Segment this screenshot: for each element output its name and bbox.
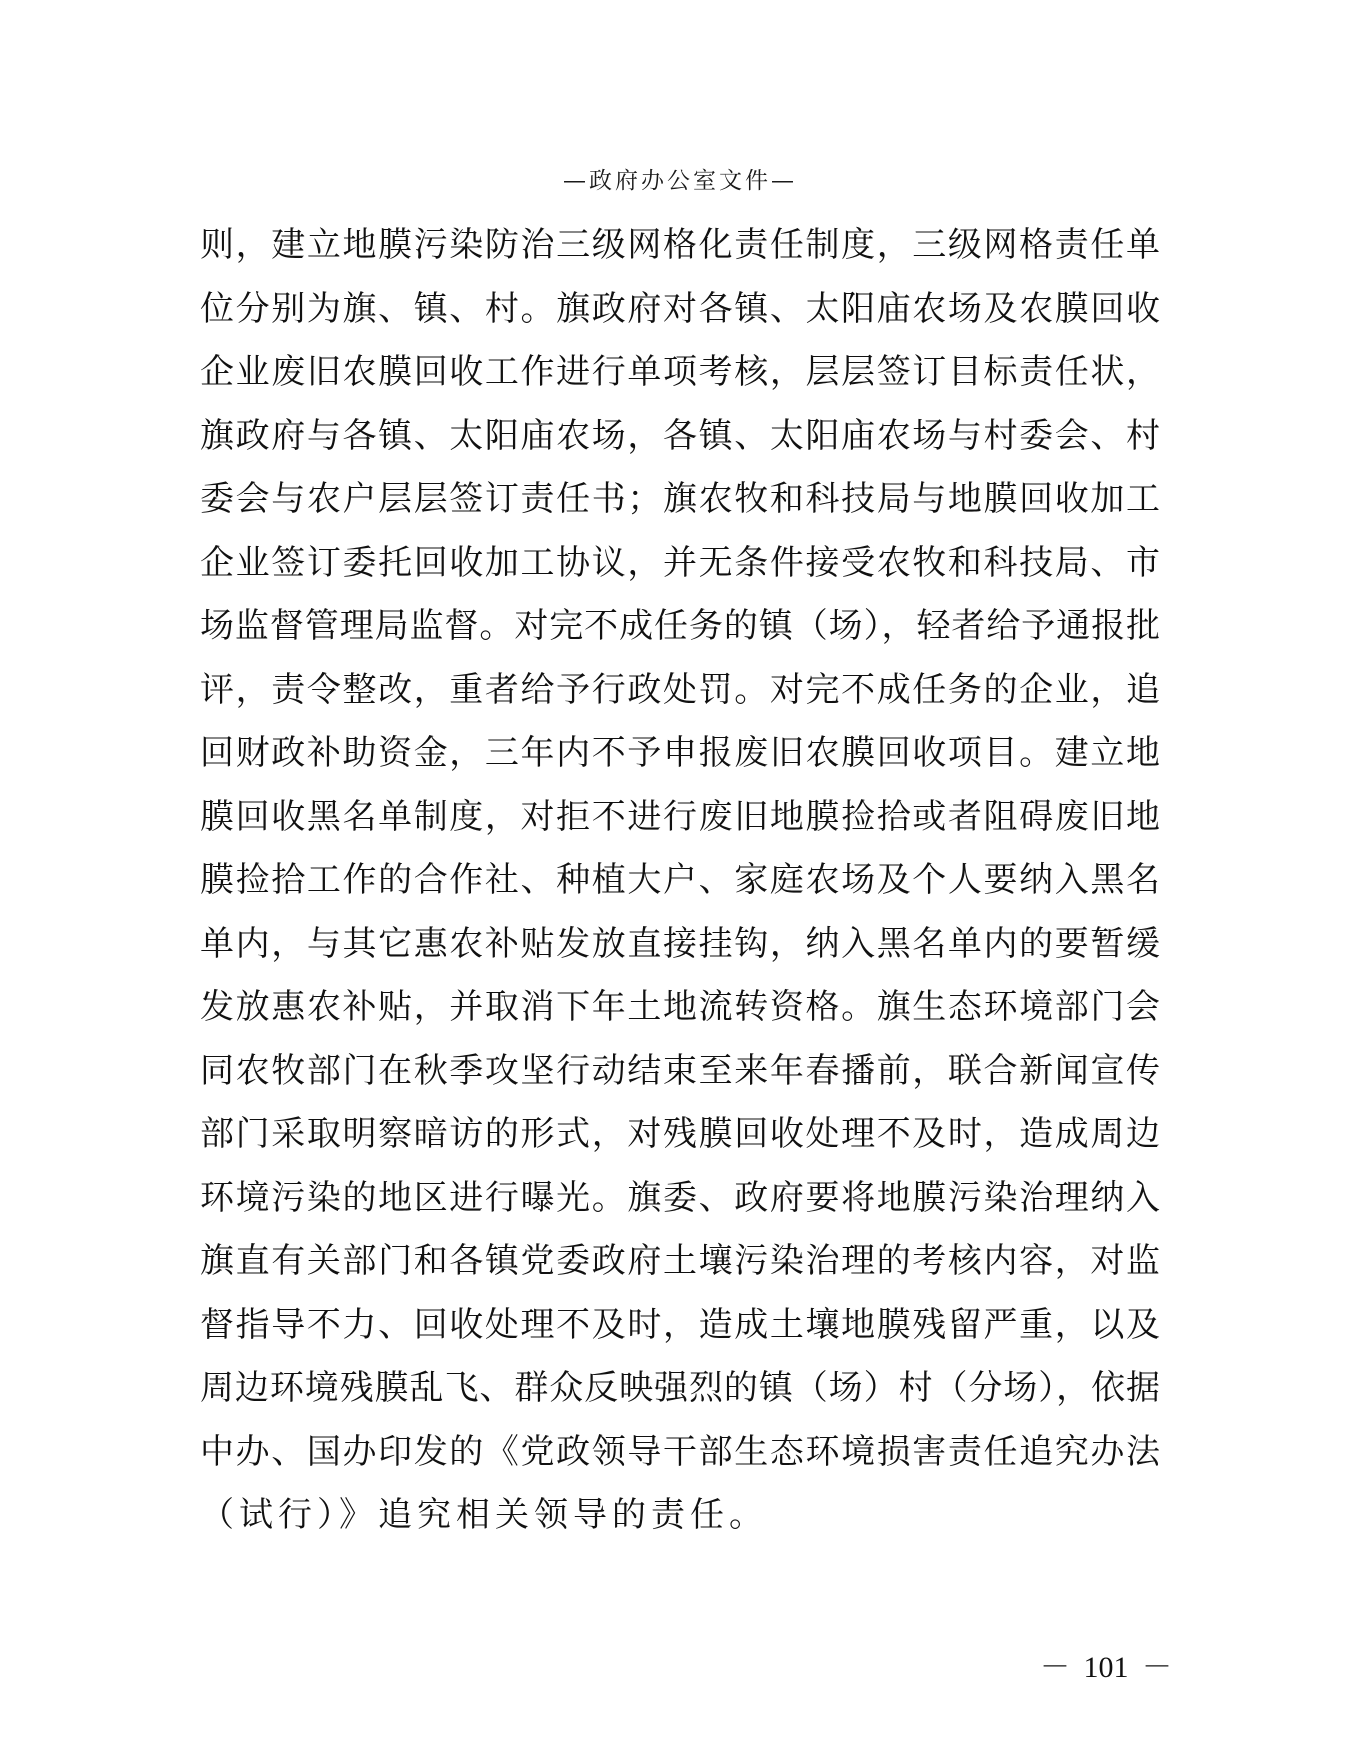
text-line: 企业签订委托回收加工协议，并无条件接受农牧和科技局、市: [200, 542, 1160, 583]
text-line: 评，责令整改，重者给予行政处罚。对完不成任务的企业，追: [200, 669, 1160, 710]
text-line: 单内，与其它惠农补贴发放直接挂钩，纳入黑名单内的要暂缓: [200, 923, 1160, 964]
text-line: 同农牧部门在秋季攻坚行动结束至来年春播前，联合新闻宣传: [200, 1050, 1160, 1091]
running-header: —政府办公室文件—: [563, 168, 797, 194]
text-line: 膜回收黑名单制度，对拒不进行废旧地膜捡拾或者阻碍废旧地: [200, 796, 1160, 837]
body-paragraph: [200, 214, 1160, 1548]
text-line: 周边环境残膜乱飞、群众反映强烈的镇（场）村（分场），依据: [200, 1368, 1160, 1408]
text-line: 发放惠农补贴，并取消下年土地流转资格。旗生态环境部门会: [200, 987, 1160, 1027]
text-line: 环境污染的地区进行曝光。旗委、政府要将地膜污染治理纳入: [200, 1177, 1160, 1218]
text-line: 回财政补助资金，三年内不予申报废旧农膜回收项目。建立地: [200, 733, 1160, 773]
text-line: 旗直有关部门和各镇党委政府土壤污染治理的考核内容，对监: [200, 1241, 1160, 1281]
text-line: 企业废旧农膜回收工作进行单项考核，层层签订目标责任状，: [200, 352, 1160, 392]
text-line: 委会与农户层层签订责任书；旗农牧和科技局与地膜回收加工: [200, 479, 1160, 519]
text-line: 督指导不力、回收处理不及时，造成土壤地膜残留严重，以及: [200, 1304, 1160, 1345]
text-line: 则，建立地膜污染防治三级网格化责任制度，三级网格责任单: [200, 225, 1160, 265]
text-line: 中办、国办印发的《党政领导干部生态环境损害责任追究办法: [200, 1431, 1160, 1472]
text-line: 场监督管理局监督。对完不成任务的镇（场），轻者给予通报批: [200, 606, 1160, 646]
text-line: 部门采取明察暗访的形式，对残膜回收处理不及时，造成周边: [200, 1114, 1160, 1154]
text-line: 旗政府与各镇、太阳庙农场，各镇、太阳庙农场与村委会、村: [200, 415, 1160, 456]
page-number: － 101 －: [1040, 1651, 1172, 1684]
text-line: 膜捡拾工作的合作社、种植大户、家庭农场及个人要纳入黑名: [200, 860, 1160, 900]
text-line-last: （试行）》追究相关领导的责任。: [200, 1495, 768, 1535]
text-line: 位分别为旗、镇、村。旗政府对各镇、太阳庙农场及农膜回收: [200, 288, 1160, 329]
